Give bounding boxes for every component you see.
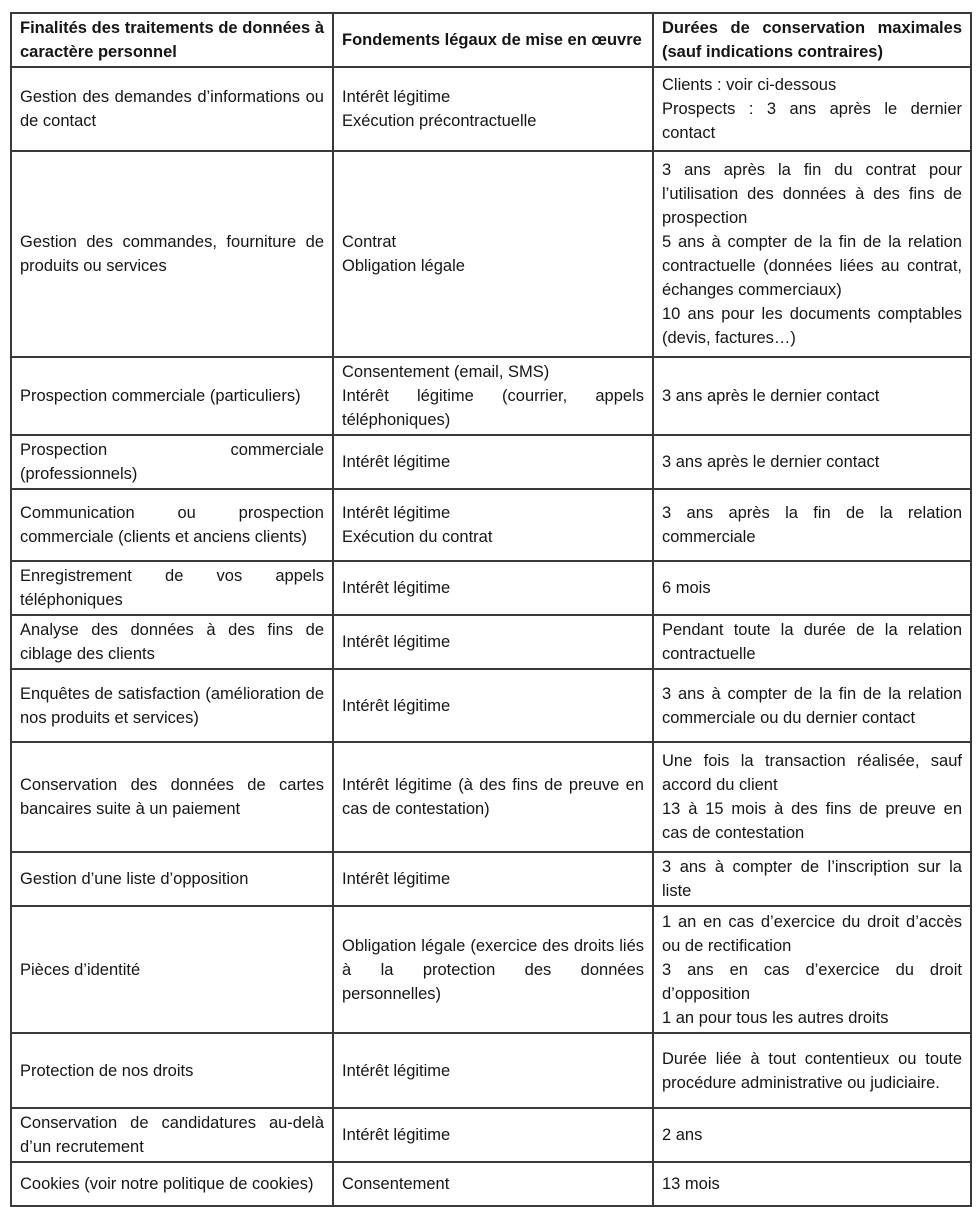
table-row bbox=[11, 435, 971, 489]
cell-duration bbox=[653, 852, 971, 906]
cell-line: Enquêtes de satisfaction (amélioration de nos produits et services) bbox=[20, 684, 324, 727]
cell-line: Cookies (voir notre politique de cookies) bbox=[20, 1175, 314, 1193]
cell-line: Pendant toute la durée de la relation contractuelle bbox=[662, 621, 962, 663]
cell-duration bbox=[653, 1162, 971, 1206]
cell-duration bbox=[653, 489, 971, 561]
cell-line: 5 ans à compter de la fin de la relation contractuelle (données liées au contrat, échanges commerciaux) bbox=[662, 233, 962, 299]
cell-line: Intérêt légitime (courrier, appels téléphoniques) bbox=[342, 387, 644, 429]
cell-duration bbox=[653, 151, 971, 357]
cell-duration bbox=[653, 742, 971, 852]
table-row bbox=[11, 615, 971, 669]
retention-table bbox=[10, 12, 972, 1207]
cell-duration bbox=[653, 357, 971, 435]
cell-line: Intérêt légitime bbox=[342, 1126, 451, 1144]
cell-line: 3 ans après le dernier contact bbox=[662, 453, 880, 471]
cell-line: Consentement (email, SMS) bbox=[342, 363, 550, 381]
table-row bbox=[11, 67, 971, 151]
cell-line: Intérêt légitime bbox=[342, 696, 451, 715]
cell-line: Intérêt légitime (à des fins de preuve en cas de contestation) bbox=[342, 776, 644, 818]
cell-legal-basis bbox=[333, 1108, 653, 1162]
cell-duration bbox=[653, 67, 971, 151]
cell-line: Gestion des commandes, fourniture de produits ou services bbox=[20, 233, 324, 275]
cell-legal-basis bbox=[333, 852, 653, 906]
cell-line: 3 ans après la fin de la relation commerciale bbox=[662, 504, 962, 546]
cell-purpose bbox=[11, 906, 333, 1033]
cell-line: Intérêt légitime bbox=[342, 1061, 451, 1080]
cell-duration bbox=[653, 435, 971, 489]
cell-line: Intérêt légitime bbox=[342, 579, 451, 597]
cell-line: Consentement bbox=[342, 1175, 450, 1193]
cell-line: Intérêt légitime bbox=[342, 504, 451, 522]
cell-line: Pièces d’identité bbox=[20, 960, 141, 979]
cell-line: Analyse des données à des fins de ciblage des clients bbox=[20, 621, 324, 663]
cell-line: Intérêt légitime bbox=[342, 870, 451, 888]
cell-line: Intérêt légitime bbox=[342, 453, 451, 471]
table-header bbox=[11, 13, 971, 67]
cell-line: 13 mois bbox=[662, 1175, 720, 1193]
cell-purpose bbox=[11, 852, 333, 906]
cell-line: Obligation légale (exercice des droits liés à la protection des données personnelles) bbox=[342, 936, 644, 1003]
cell-duration bbox=[653, 669, 971, 742]
cell-line: 1 an en cas d’exercice du droit d’accès ou de rectification bbox=[662, 912, 962, 955]
cell-legal-basis bbox=[333, 742, 653, 852]
cell-duration bbox=[653, 615, 971, 669]
table-header-row bbox=[11, 13, 971, 67]
cell-line: Prospection commerciale (particuliers) bbox=[20, 387, 301, 405]
table-row bbox=[11, 357, 971, 435]
cell-line: Communication ou prospection commerciale (clients et anciens clients) bbox=[20, 504, 324, 546]
cell-line: Intérêt légitime bbox=[342, 88, 451, 106]
cell-purpose bbox=[11, 357, 333, 435]
header-legal-basis: Fondements légaux de mise en œuvre bbox=[333, 13, 653, 67]
cell-duration bbox=[653, 906, 971, 1033]
cell-line: Prospects : 3 ans après le dernier contact bbox=[662, 100, 962, 142]
cell-legal-basis bbox=[333, 489, 653, 561]
cell-line: Exécution précontractuelle bbox=[342, 112, 537, 130]
cell-line: Clients : voir ci-dessous bbox=[662, 76, 837, 94]
cell-line: 6 mois bbox=[662, 579, 711, 597]
cell-line: Exécution du contrat bbox=[342, 528, 493, 546]
cell-line: 3 ans à compter de l’inscription sur la liste bbox=[662, 858, 962, 900]
cell-legal-basis bbox=[333, 67, 653, 151]
cell-line: Une fois la transaction réalisée, sauf accord du client bbox=[662, 752, 962, 794]
cell-purpose bbox=[11, 1033, 333, 1108]
table-row bbox=[11, 742, 971, 852]
cell-line: Protection de nos droits bbox=[20, 1061, 194, 1080]
cell-line: Intérêt légitime bbox=[342, 633, 451, 651]
cell-line: Gestion des demandes d’informations ou de contact bbox=[20, 88, 324, 130]
cell-legal-basis bbox=[333, 669, 653, 742]
cell-purpose bbox=[11, 67, 333, 151]
cell-duration bbox=[653, 561, 971, 615]
cell-line: Prospection commerciale (professionnels) bbox=[20, 441, 324, 483]
cell-legal-basis bbox=[333, 615, 653, 669]
cell-purpose bbox=[11, 489, 333, 561]
cell-purpose bbox=[11, 435, 333, 489]
table-body bbox=[11, 67, 971, 1206]
cell-legal-basis bbox=[333, 357, 653, 435]
cell-purpose bbox=[11, 669, 333, 742]
header-retention-durations: Durées de conservation maximales (sauf indications contraires) bbox=[653, 13, 971, 67]
cell-line: 10 ans pour les documents comptables (devis, factures…) bbox=[662, 305, 962, 347]
cell-legal-basis bbox=[333, 1033, 653, 1108]
table-row bbox=[11, 669, 971, 742]
cell-duration bbox=[653, 1033, 971, 1108]
table-row bbox=[11, 561, 971, 615]
table-row bbox=[11, 151, 971, 357]
cell-purpose bbox=[11, 151, 333, 357]
cell-line: Gestion d’une liste d’opposition bbox=[20, 870, 249, 888]
cell-line: Conservation de candidatures au-delà d’un recrutement bbox=[20, 1114, 324, 1156]
table-row bbox=[11, 852, 971, 906]
cell-purpose bbox=[11, 742, 333, 852]
cell-line: 2 ans bbox=[662, 1126, 703, 1144]
cell-line: 3 ans après le dernier contact bbox=[662, 387, 880, 405]
cell-line: Conservation des données de cartes bancaires suite à un paiement bbox=[20, 776, 324, 818]
cell-purpose bbox=[11, 615, 333, 669]
cell-line: Obligation légale bbox=[342, 257, 465, 275]
table-row bbox=[11, 1108, 971, 1162]
cell-line: 13 à 15 mois à des fins de preuve en cas de contestation bbox=[662, 800, 962, 842]
table-row bbox=[11, 489, 971, 561]
cell-line: 3 ans à compter de la fin de la relation commerciale ou du dernier contact bbox=[662, 684, 962, 727]
cell-purpose bbox=[11, 1162, 333, 1206]
table-row bbox=[11, 1162, 971, 1206]
cell-duration bbox=[653, 1108, 971, 1162]
cell-line: 3 ans après la fin du contrat pour l’utilisation des données à des fins de prospection bbox=[662, 161, 962, 227]
cell-purpose bbox=[11, 1108, 333, 1162]
cell-purpose bbox=[11, 561, 333, 615]
cell-legal-basis bbox=[333, 151, 653, 357]
table-row bbox=[11, 1033, 971, 1108]
table-row bbox=[11, 906, 971, 1033]
cell-line: 3 ans en cas d’exercice du droit d’opposition bbox=[662, 960, 962, 1003]
cell-line: Enregistrement de vos appels téléphoniques bbox=[20, 567, 324, 609]
header-purposes: Finalités des traitements de données à caractère personnel bbox=[11, 13, 333, 67]
cell-legal-basis bbox=[333, 561, 653, 615]
cell-legal-basis bbox=[333, 906, 653, 1033]
cell-line: Durée liée à tout contentieux ou toute procédure administrative ou judiciaire. bbox=[662, 1049, 962, 1092]
cell-line: 1 an pour tous les autres droits bbox=[662, 1008, 889, 1027]
cell-legal-basis bbox=[333, 1162, 653, 1206]
cell-line: Contrat bbox=[342, 233, 397, 251]
cell-legal-basis bbox=[333, 435, 653, 489]
